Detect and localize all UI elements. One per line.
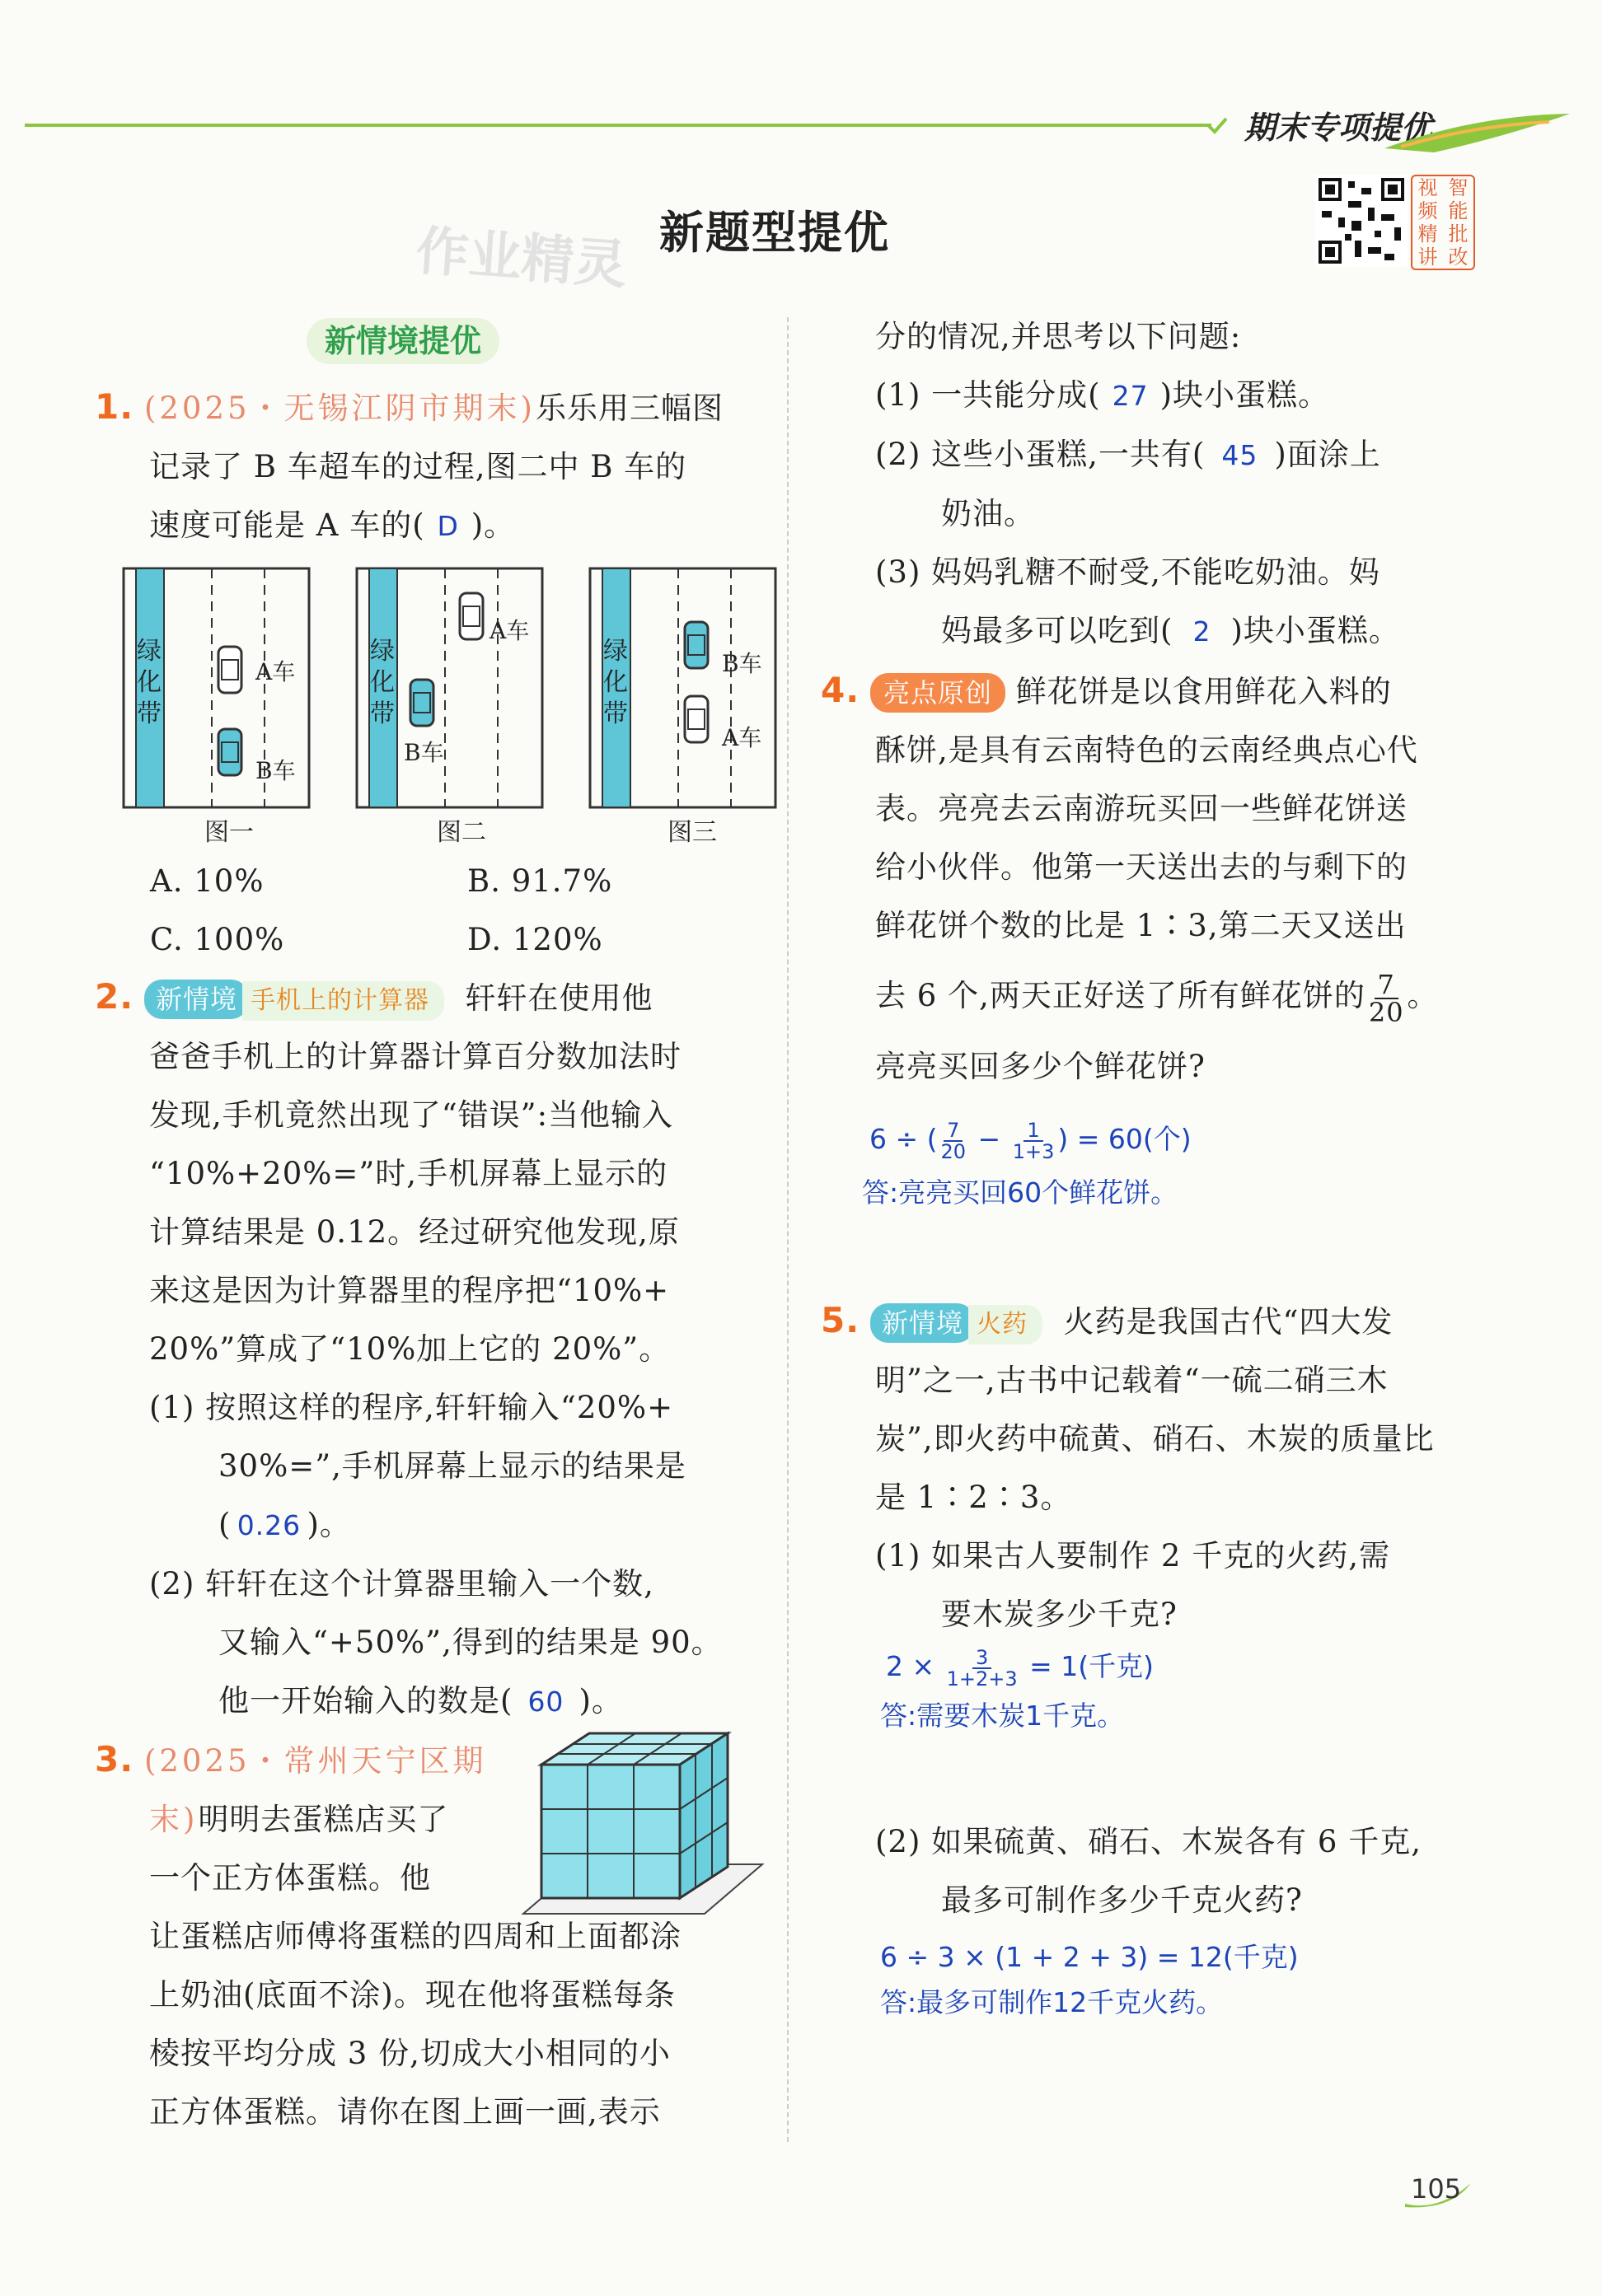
caption-fig1: 图一 — [204, 818, 254, 847]
fraction-7-20: $\frac{7}{20}$ — [1368, 968, 1404, 1028]
fig1-a-label: A车 — [255, 658, 296, 685]
q4-solution: 6 ÷ ( $\frac{7}{20}$ − $\frac{1}{1+3}$ ) = 60(个) — [869, 1118, 1192, 1163]
answer-q3-3: 2 — [1192, 615, 1211, 648]
answer-q1: D — [437, 510, 459, 542]
option-d: D. 120% — [467, 922, 603, 957]
header-rule — [25, 124, 1211, 127]
qr-label: 视 智 频 能 精 批 讲 改 — [1411, 175, 1475, 270]
page-number: 105 — [1411, 2173, 1462, 2205]
question-3: 3. (2025・常州天宁区期 末)明明去蛋糕店买了 一个正方体蛋糕。他 让蛋糕店师傅将蛋糕的四周和上面都涂 上奶油(底面不涂)。现在他将蛋糕每条 棱按平均分成 3 份,切成大小相同的小 正方体蛋糕。请你在图上画一画,表示 — [95, 1739, 682, 2130]
fig3-a-label: A车 — [722, 724, 762, 751]
question-5: 5. 新情境 火药 火药是我国古代“四大发 明”之一,古书中记载着“一硫二硝三木 炭”,即火药中硫黄、硝石、木炭的质量比 是 1∶2∶3。 (1) 如果古人要制作 2 千克的火药,需 要木炭多少千克? — [821, 1300, 1435, 1632]
column-divider — [787, 317, 789, 2142]
fig1-b-label: B车 — [255, 757, 296, 784]
caption-fig3: 图三 — [668, 818, 717, 847]
answer-q2-2: 60 — [527, 1686, 564, 1718]
q1-options — [150, 852, 612, 969]
fig3-b-label: B车 — [722, 650, 762, 677]
question-3-continued: 分的情况,并思考以下问题: (1) 一共能分成( 27 )块小蛋糕。 (2) 这些小蛋糕,一共有( 45 )面涂上 奶油。 (3) 妈妈乳糖不耐受,不能吃奶油。妈 妈最多可以吃到( 2 )块小蛋糕。 — [875, 307, 1400, 661]
question-2: 2. 新情境 手机上的计算器 轩轩在使用他 爸爸手机上的计算器计算百分数加法时 发现,手机竟然出现了“错误”:当他输入 “10%+20%=”时,手机屏幕上显示的 计算结果是 0.12。经过研究他发现,原 来这是因为计算器里的程序把“10%+ 20%”算成了“10%加上它的 20%”。 (1) 按照这样的程序,轩轩输入“20%+ 30%=”,手机屏幕上显示的结果是 ( 0.26 )。 (2) 轩轩在这个计算器里输入一个数, 又输入“+50%”,得到的结果是 90。 他一开始输入的数是( 60 )。 — [95, 967, 723, 1731]
answer-q3-2: 45 — [1221, 439, 1258, 471]
caption-fig2: 图二 — [437, 818, 486, 847]
cake-cube-figure — [499, 1728, 771, 1926]
option-b: B. 91.7% — [467, 863, 613, 899]
q4-answer: 答:亮亮买回60个鲜花饼。 — [862, 1176, 1178, 1209]
option-a: A. 10% — [150, 863, 265, 899]
answer-q2-1: 0.26 — [237, 1509, 302, 1541]
question-5-part-2: (2) 如果硫黄、硝石、木炭各有 6 千克, 最多可制作多少千克火药? — [875, 1824, 1422, 1918]
watermark: 作业精灵 — [414, 221, 629, 297]
q5-answer-2: 答:最多可制作12千克火药。 — [880, 1986, 1224, 2018]
leaf-check-icon — [1205, 114, 1230, 138]
fig2-a-label: A车 — [490, 617, 530, 644]
road-figures — [119, 564, 787, 811]
answer-q3-1: 27 — [1112, 380, 1149, 412]
subsection-title: 新情境提优 — [307, 318, 499, 364]
question-4: 4. 亮点原创 鲜花饼是以食用鲜花入料的 酥饼,是具有云南特色的云南经典点心代 表。亮亮去云南游玩买回一些鲜花饼送 给小伙伴。他第一天送出去的与剩下的 鲜花饼个数的比是 1∶3,第二天又送出 去 6 个,两天正好送了所有鲜花饼的 $\frac{7}{20}$ 。 亮亮买回多少个鲜花饼? — [821, 670, 1439, 1084]
q5-solution-1: 2 × $\frac{3}{1+2+3}$ = 1(千克) — [886, 1645, 1155, 1690]
fig2-b-label: B车 — [404, 739, 444, 766]
fig3-green-label: 绿化带 — [603, 637, 628, 728]
q5-solution-2: 6 ÷ 3 × (1 + 2 + 3) = 12(千克) — [880, 1941, 1299, 1973]
qr-code-icon — [1315, 175, 1408, 267]
fig2-green-label: 绿化带 — [370, 637, 395, 728]
section-header: 期末专项提优 — [1244, 110, 1433, 146]
option-c: C. 100% — [150, 922, 285, 957]
q5-answer-1: 答:需要木炭1千克。 — [880, 1700, 1125, 1732]
header-swoosh — [1384, 107, 1574, 157]
fig1-green-label: 绿化带 — [137, 637, 162, 728]
page-title: 新题型提优 — [659, 206, 890, 259]
question-1: 1. (2025・无锡江阴市期末)乐乐用三幅图 记录了 B 车超车的过程,图二中 B 车的 速度可能是 A 车的( D )。 — [95, 377, 724, 555]
